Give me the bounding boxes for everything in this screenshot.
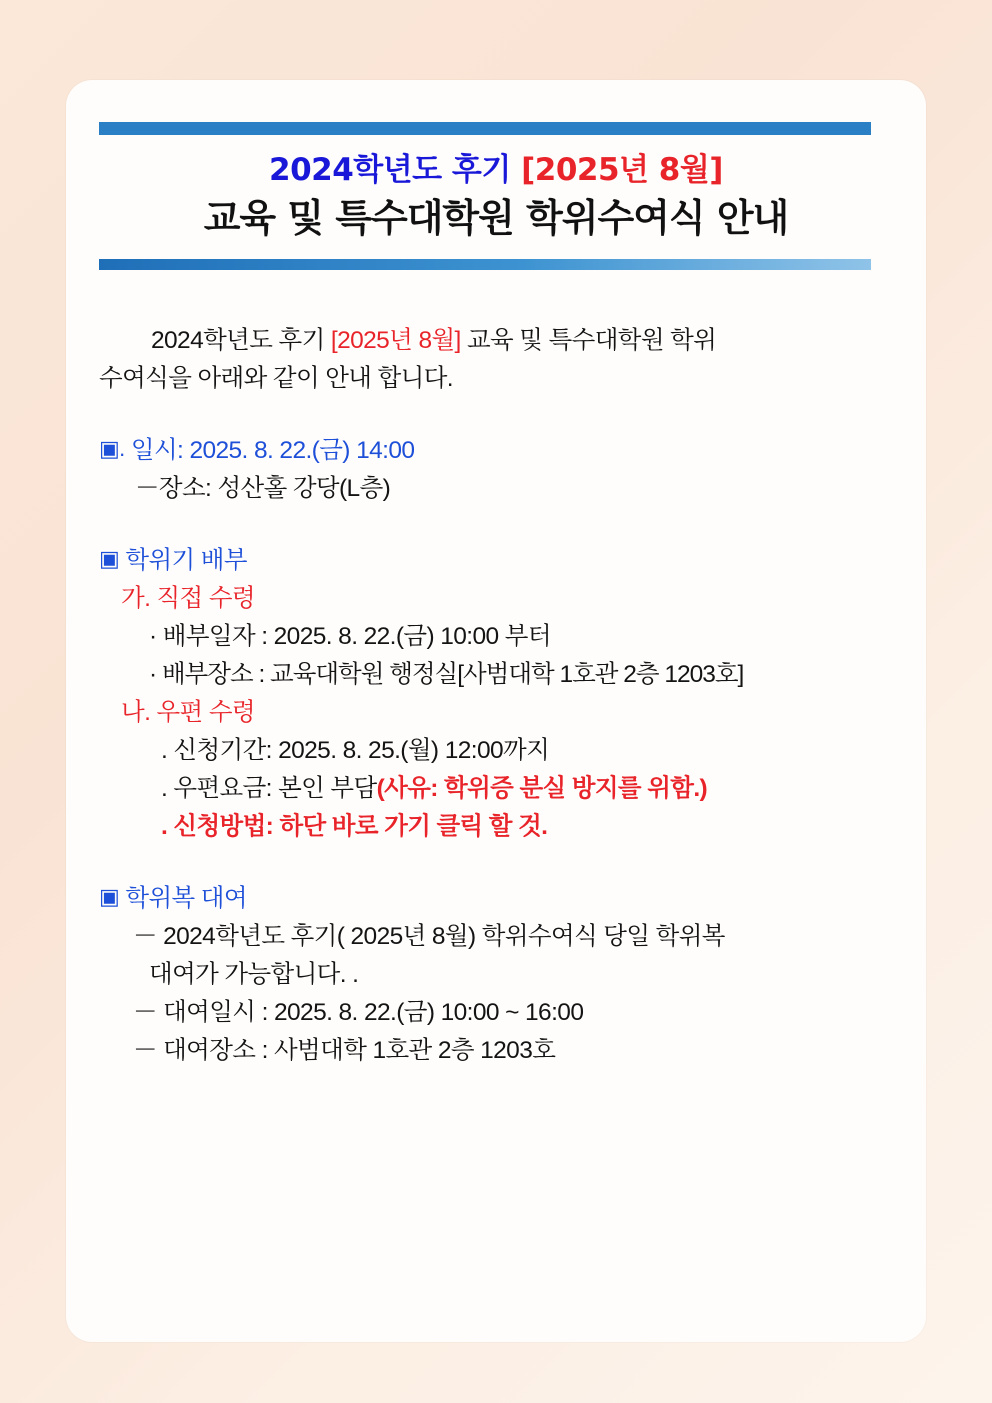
diploma-sub-b-item-2 <box>161 770 893 808</box>
diploma-sub-a-item-1: · 배부일자 : 2025. 8. 22.(금) 10:00 부터 <box>149 623 551 651</box>
gown-item-1-cont: 대여가 가능합니다. . <box>149 960 359 988</box>
diploma-sub-a-label <box>121 580 893 618</box>
notice-body <box>99 322 893 1069</box>
diploma-heading-text: 학위기 배부 <box>119 547 247 575</box>
square-marker-icon: ▣. <box>99 436 125 462</box>
divider-top <box>99 122 871 135</box>
gown-item-3: － 대여장소 : 사범대학 1호관 2층 1203호 <box>133 1036 556 1064</box>
spacer-1 <box>99 398 893 432</box>
square-marker-icon: ▣ <box>99 546 120 572</box>
title-line-1 <box>99 151 893 190</box>
diploma-sub-a-text: 가. 직접 수령 <box>121 585 255 613</box>
datetime-heading <box>99 432 893 470</box>
diploma-sub-a-item-2: · 배부장소 : 교육대학원 행정실[사범대학 1호관 2층 1203호] <box>149 661 744 689</box>
datetime-heading-text: 일시: 2025. 8. 22.(금) 14:00 <box>124 437 415 465</box>
gown-item-2: － 대여일시 : 2025. 8. 22.(금) 10:00 ~ 16:00 <box>133 998 584 1026</box>
intro-paragraph <box>99 322 893 360</box>
title-line-1-bracket: [2025년 8월] <box>521 152 723 188</box>
title-block <box>99 135 893 251</box>
gown-item-1: － 2024학년도 후기( 2025년 8월) 학위수여식 당일 학위복 <box>133 922 725 950</box>
datetime-place: －장소: 성산홀 강당(L층) <box>135 475 391 503</box>
gown-heading <box>99 880 893 918</box>
square-marker-icon: ▣ <box>99 883 120 909</box>
diploma-sub-b-text: 나. 우편 수령 <box>121 699 255 727</box>
intro-part-1: 2024학년도 후기 <box>151 327 331 355</box>
intro-part-2: [2025년 8월] <box>330 327 461 355</box>
intro-paragraph-line-2: 수여식을 아래와 같이 안내 합니다. <box>99 365 453 393</box>
diploma-sub-b-item-2-reason: (사유: 학위증 분실 방지를 위함.) <box>376 775 708 803</box>
spacer-3 <box>99 846 893 880</box>
title-line-2: 교육 및 특수대학원 학위수여식 안내 <box>203 195 789 240</box>
notice-card <box>66 80 926 1342</box>
title-line-1-prefix: 2024학년도 후기 <box>269 152 522 188</box>
diploma-sub-b-item-3 <box>161 808 893 846</box>
intro-part-3: 교육 및 특수대학원 학위 <box>460 327 717 355</box>
diploma-sub-b-item-1: . 신청기간: 2025. 8. 25.(월) 12:00까지 <box>161 737 550 765</box>
notice-content <box>99 122 893 1070</box>
gown-heading-text: 학위복 대여 <box>119 884 247 912</box>
diploma-heading <box>99 542 893 580</box>
diploma-sub-b-item-3-text: . 신청방법: 하단 바로 가기 클릭 할 것. <box>161 813 548 840</box>
spacer-2 <box>99 508 893 542</box>
diploma-sub-b-label <box>121 694 893 732</box>
diploma-sub-b-item-2-plain: . 우편요금: 본인 부담 <box>161 775 377 803</box>
divider-bottom <box>99 259 871 270</box>
